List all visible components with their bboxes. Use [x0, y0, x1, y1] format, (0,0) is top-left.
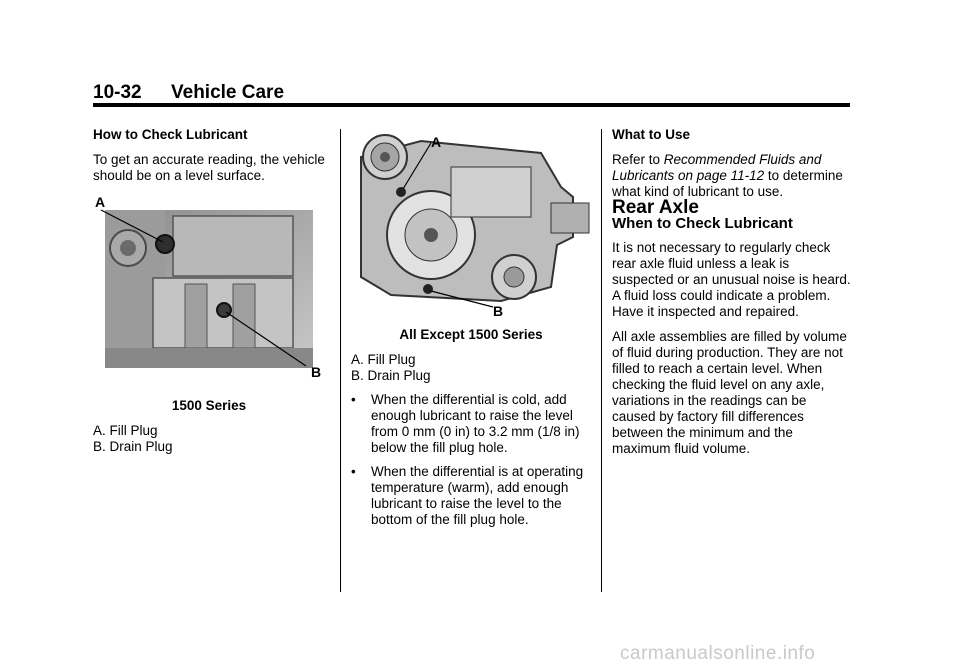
- legend-item-b: B. Drain Plug: [351, 368, 431, 383]
- header-rule: [93, 103, 850, 107]
- legend-item-a: A. Fill Plug: [351, 352, 416, 367]
- when-to-check-heading: When to Check Lubricant: [612, 215, 793, 232]
- intro-paragraph: To get an accurate reading, the vehicle should be on a level surface.: [93, 152, 325, 183]
- figure-label-b: B: [493, 303, 504, 319]
- paragraph-1: It is not necessary to regularly check rear axle fluid unless a leak is suspected or an unusual noise is heard. A fluid loss could indicate a problem. Have it inspected and repaired.: [612, 240, 851, 319]
- axle-transfer-illustration: [351, 127, 591, 317]
- legend-item-a: A. Fill Plug: [93, 423, 158, 438]
- column-3: [612, 127, 852, 457]
- rear-axle-heading: Rear Axle: [612, 197, 699, 218]
- bullet-item-cold: [351, 392, 591, 456]
- axle-1500-illustration: [93, 196, 325, 386]
- figure-label-a: A: [431, 134, 442, 150]
- bullet-icon: •: [351, 392, 356, 407]
- bullet-text: When the differential is cold, add enough lubricant to raise the level from 0 mm (0 in) to 3.2 mm (1/8 in) below the fill plug hole.: [371, 392, 580, 455]
- page-number: 10-32: [93, 82, 142, 103]
- figure-caption: 1500 Series: [171, 398, 247, 413]
- legend-item-b: B. Drain Plug: [93, 439, 173, 454]
- figure-caption: All Except 1500 Series: [399, 327, 543, 342]
- section-title: Vehicle Care: [171, 82, 285, 103]
- column-2: [351, 127, 591, 528]
- refer-suffix: to determine what kind of lubricant to use.: [612, 168, 843, 199]
- column-divider-1: [340, 129, 341, 592]
- column-1: [93, 127, 325, 455]
- bullet-text: When the differential is at operating temperature (warm), add enough lubricant to raise the level to the bottom of the fill plug hole.: [371, 464, 584, 527]
- how-to-check-heading: How to Check Lubricant: [93, 127, 248, 142]
- figure-label-b: B: [311, 364, 322, 380]
- watermark: carmanualsonline.info: [620, 643, 816, 664]
- what-to-use-heading: What to Use: [612, 127, 691, 142]
- paragraph-2: All axle assemblies are filled by volume of fluid during production. They are not filled to reach a certain level. When checking the fluid level on any axle, variations in the readings can be caused by factory fill differences between the minimum and the maximum fluid volume.: [612, 329, 847, 456]
- page-header: [93, 82, 850, 104]
- column-divider-2: [601, 129, 602, 592]
- refer-prefix: Refer to: [612, 152, 664, 167]
- recommended-fluids-link[interactable]: Recommended Fluids and Lubricants on page 11-12: [612, 152, 822, 183]
- figure-all-except-1500: [351, 127, 591, 317]
- bullet-icon: •: [351, 464, 356, 479]
- figure-label-a: A: [95, 194, 106, 210]
- refer-paragraph: [612, 152, 852, 200]
- bullet-item-warm: [351, 464, 591, 528]
- figure-1500-series: [93, 196, 325, 386]
